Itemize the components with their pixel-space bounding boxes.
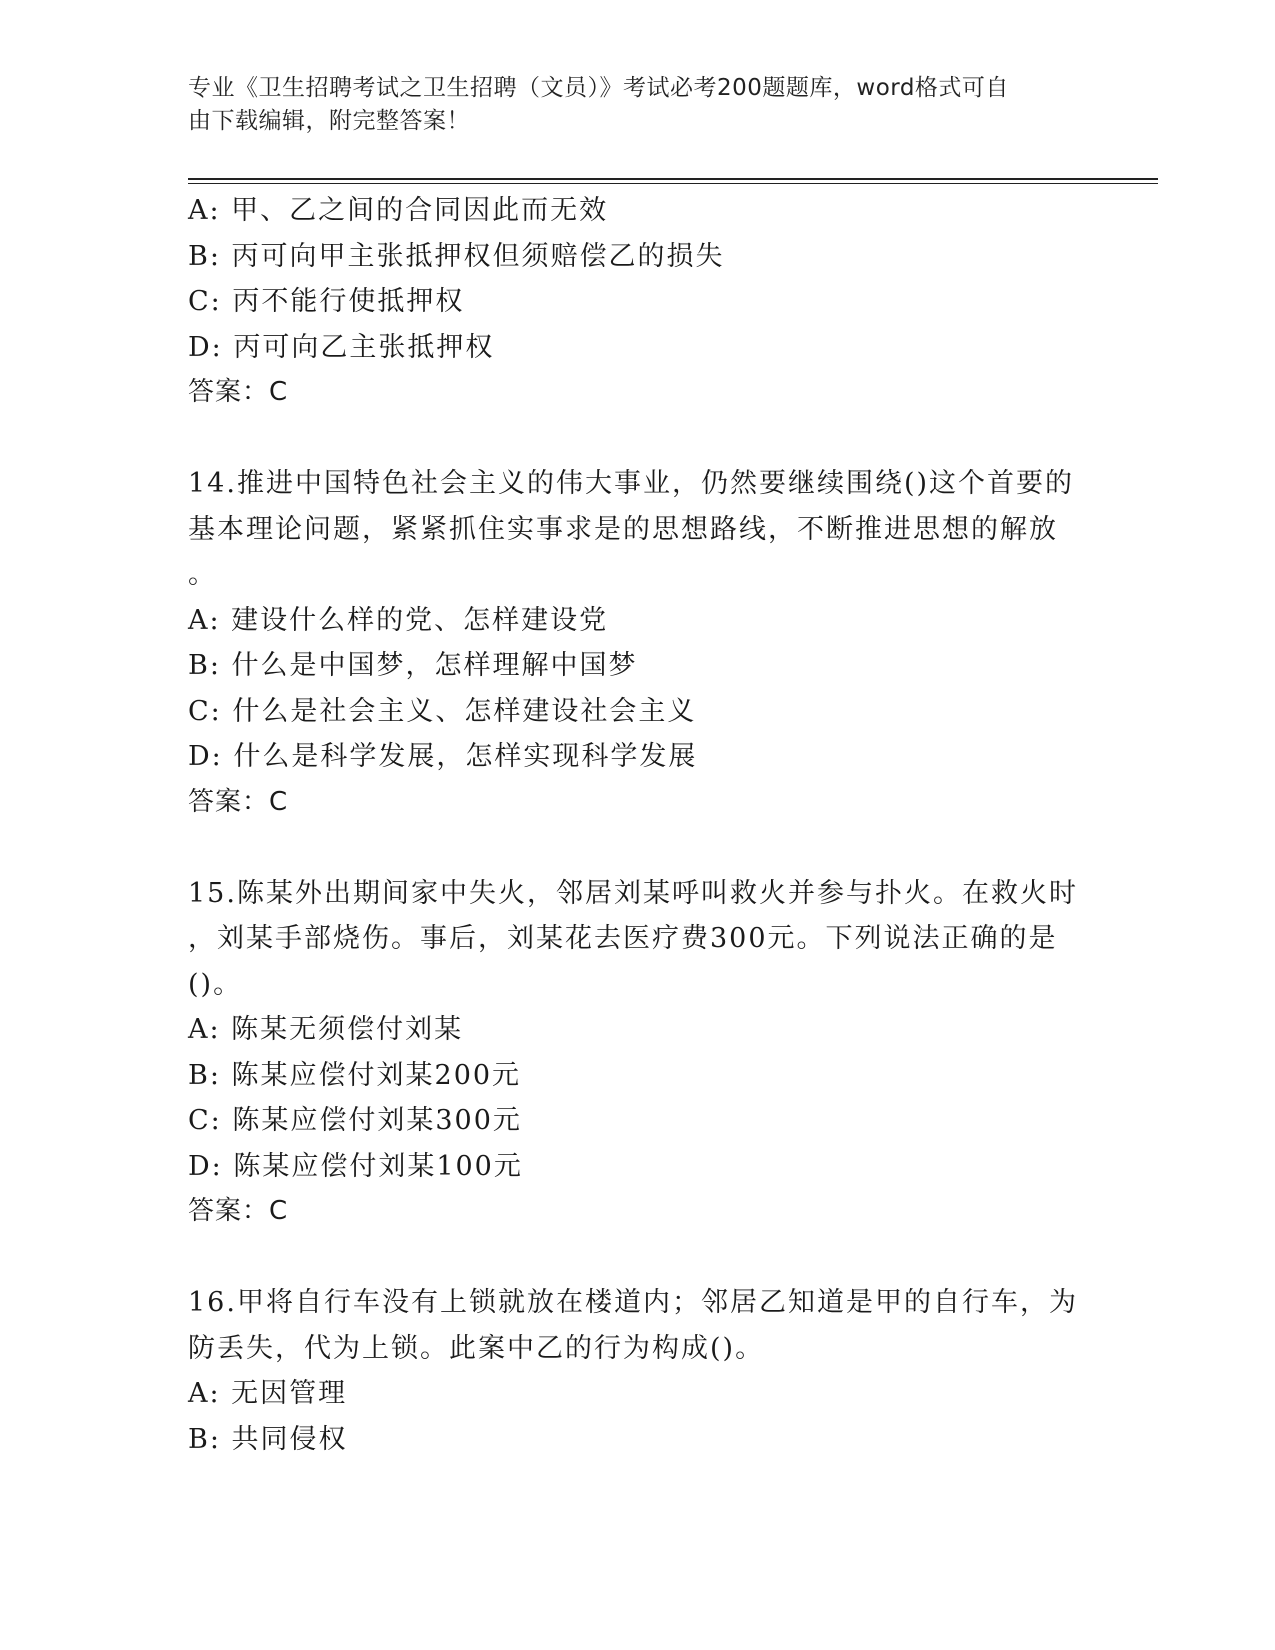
option-b: B: 丙可向甲主张抵押权但须赔偿乙的损失 (188, 240, 725, 272)
question-stem-line: 16.甲将自行车没有上锁就放在楼道内；邻居乙知道是甲的自行车，为 (188, 1287, 1078, 1318)
question-stem-line: 。 (188, 559, 217, 590)
answer: 答案：C (188, 786, 289, 817)
option-a: A: 建设什么样的党、怎样建设党 (188, 604, 609, 636)
option-b: B: 什么是中国梦，怎样理解中国梦 (188, 650, 638, 681)
option-c: C: 丙不能行使抵押权 (188, 286, 465, 317)
spacer (188, 825, 1068, 871)
header-divider (188, 178, 1158, 180)
option-a: A: 甲、乙之间的合同因此而无效 (188, 195, 609, 226)
option-c: C: 陈某应偿付刘某300元 (188, 1105, 522, 1136)
option-b: B: 共同侵权 (188, 1423, 348, 1455)
header-divider-thin (188, 183, 1158, 184)
option-a: A: 陈某无须偿付刘某 (188, 1014, 464, 1045)
spacer (188, 416, 1068, 462)
question-13 (188, 188, 1068, 416)
option-d: D: 丙可向乙主张抵押权 (188, 331, 495, 363)
header-line-2: 由下载编辑，附完整答案！ (188, 108, 470, 134)
question-15 (188, 871, 1078, 1235)
header-line-1: 专业《卫生招聘考试之卫生招聘（文员）》考试必考200题题库，word格式可自 (188, 75, 1009, 101)
option-d: D: 什么是科学发展，怎样实现科学发展 (188, 741, 698, 772)
question-stem-line: 基本理论问题，紧紧抓住实事求是的思想路线，不断推进思想的解放 (188, 513, 1058, 545)
answer: 答案：C (188, 1196, 289, 1226)
question-stem-line: 14.推进中国特色社会主义的伟大事业，仍然要继续围绕()这个首要的 (188, 468, 1075, 499)
question-stem-line: ()。 (188, 968, 243, 1000)
option-d: D: 陈某应偿付刘某100元 (188, 1150, 523, 1182)
question-stem-line: 防丢失，代为上锁。此案中乙的行为构成()。 (188, 1332, 765, 1364)
question-content (188, 188, 1078, 1462)
question-stem-line: ，刘某手部烧伤。事后，刘某花去医疗费300元。下列说法正确的是 (188, 923, 1058, 954)
question-14 (188, 461, 1075, 825)
spacer (188, 1235, 1068, 1281)
page-header (188, 72, 1088, 138)
option-c: C: 什么是社会主义、怎样建设社会主义 (188, 695, 697, 727)
option-b: B: 陈某应偿付刘某200元 (188, 1059, 522, 1091)
option-a: A: 无因管理 (188, 1378, 348, 1409)
question-stem-line: 15.陈某外出期间家中失火，邻居刘某呼叫救火并参与扑火。在救火时 (188, 877, 1078, 909)
answer: 答案：C (188, 377, 289, 407)
question-16 (188, 1280, 1078, 1462)
